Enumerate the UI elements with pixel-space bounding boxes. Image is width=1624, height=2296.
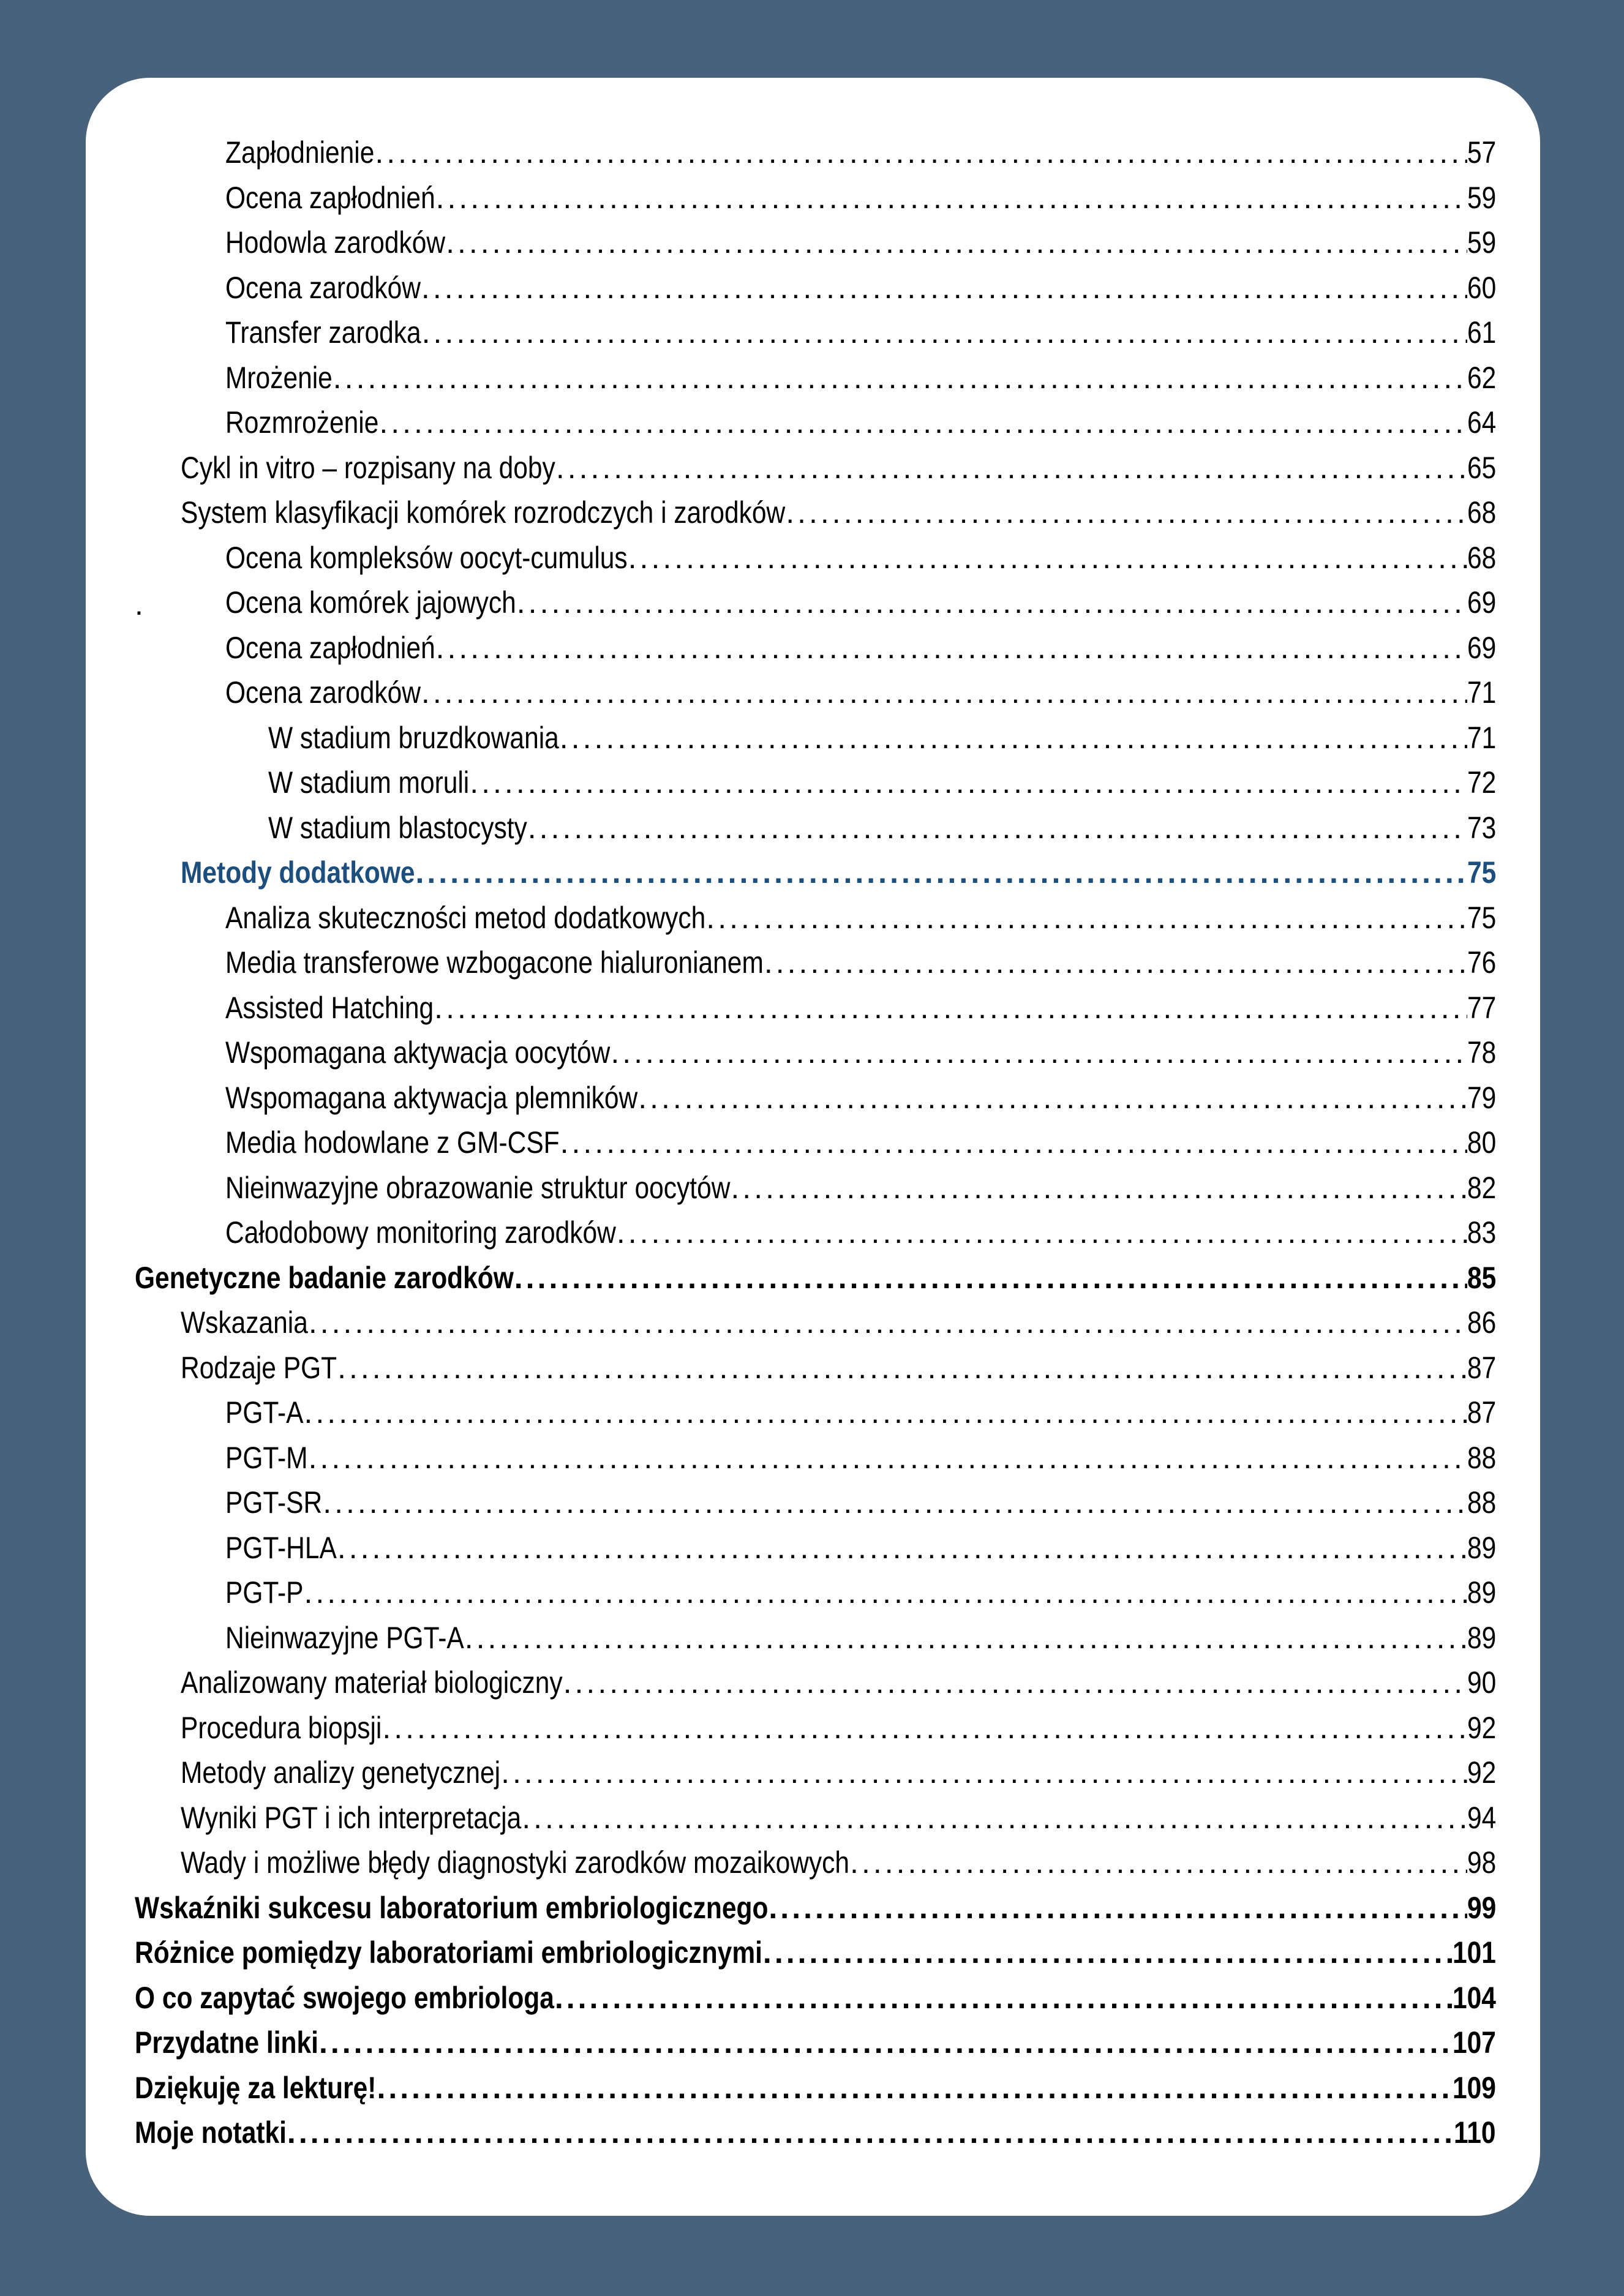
toc-entry-page: 71 [1467,675,1496,710]
toc-entry-label: Cykl in vitro – rozpisany na doby [181,450,555,485]
toc-page-card [86,78,1540,2216]
toc-entry [135,1210,1496,1256]
toc-entry-page: 77 [1467,990,1496,1025]
toc-entry-page: 87 [1467,1350,1496,1385]
toc-entry [135,1480,1496,1526]
stray-dot-artifact: . [135,587,143,621]
toc-entry-label: Nieinwazyjne PGT-A [225,1620,464,1655]
toc-entry-page: 86 [1467,1305,1496,1340]
toc-entry-label: Całodobowy monitoring zarodków [225,1215,616,1250]
toc-entry-page: 104 [1453,1980,1496,2015]
toc-entry-page: 78 [1467,1035,1496,1070]
toc-entry-page: 101 [1453,1935,1496,1970]
toc-entry-page: 68 [1467,495,1496,530]
toc-entry [135,760,1496,806]
dot-leader [849,1840,1467,1886]
toc-entry [135,670,1496,716]
toc-entry-label: Rozmrożenie [225,405,379,440]
toc-entry-page: 90 [1467,1665,1496,1700]
toc-entry-label: Hodowla zarodków [225,225,446,260]
dot-leader [559,716,1467,761]
toc-entry-label: Metody analizy genetycznej [181,1755,501,1790]
toc-entry-page: 62 [1467,360,1496,395]
dot-leader [374,130,1467,176]
toc-entry-page: 107 [1453,2025,1496,2060]
toc-entry-label: O co zapytać swojego embriologa [135,1980,554,2015]
toc-entry-page: 64 [1467,405,1496,440]
toc-entry-label: Nieinwazyjne obrazowanie struktur oocytów [225,1170,731,1205]
toc-entry-label: Ocena kompleksów oocyt-cumulus [225,540,628,575]
toc-entry [135,850,1496,896]
toc-entry [135,1660,1496,1706]
dot-leader [628,536,1467,581]
toc-entry-label: PGT-P [225,1575,304,1610]
toc-entry-label: Media hodowlane z GM-CSF [225,1125,560,1160]
toc-entry-label: Wskazania [181,1305,308,1340]
toc-entry [135,1976,1496,2021]
toc-entry [135,896,1496,941]
dot-leader [337,1346,1467,1391]
toc-entry [135,940,1496,986]
toc-entry-label: Wyniki PGT i ich interpretacja [181,1800,522,1835]
dot-leader [705,896,1467,941]
toc-entry-page: 60 [1467,270,1496,305]
toc-entry-page: 99 [1467,1890,1496,1925]
toc-entry [135,1526,1496,1571]
dot-leader [610,1030,1467,1076]
toc-entry-label: W stadium moruli [268,765,470,800]
dot-leader [768,1886,1467,1931]
dot-leader [333,356,1467,401]
dot-leader [521,1796,1467,1841]
toc-entry-label: Procedura biopsji [181,1710,382,1745]
toc-entry [135,1840,1496,1886]
toc-entry [135,356,1496,401]
dot-leader [415,850,1467,896]
toc-entry-label: Przydatne linki [135,2025,318,2060]
dot-leader [421,670,1467,716]
dot-leader [616,1210,1467,1256]
dot-leader [304,1390,1467,1436]
toc-entry [135,1930,1496,1976]
dot-leader [514,1256,1467,1301]
toc-entry-page: 73 [1467,810,1496,845]
toc-entry-label: Ocena zarodków [225,675,421,710]
toc-entry-page: 89 [1467,1620,1496,1655]
toc-entry-label: Różnice pomiędzy laboratoriami embriologicznymi [135,1935,762,1970]
toc-entry-label: PGT-HLA [225,1530,337,1565]
toc-entry [135,986,1496,1031]
dot-leader [464,1616,1467,1661]
toc-entry [135,1166,1496,1211]
dot-leader [555,446,1467,491]
toc-entry-page: 59 [1467,180,1496,215]
toc-entry [135,2066,1496,2111]
toc-entry-label: PGT-M [225,1440,308,1475]
toc-entry-page: 88 [1467,1440,1496,1475]
toc-entry-label: W stadium bruzdkowania [268,720,559,755]
toc-entry-page: 79 [1467,1080,1496,1115]
dot-leader [308,1300,1467,1346]
toc-entry-page: 87 [1467,1395,1496,1430]
dot-leader [560,1120,1467,1166]
dot-leader [304,1570,1467,1616]
toc-entry-label: Wskaźniki sukcesu laboratorium embriologicznego [135,1890,769,1925]
toc-entry-page: 109 [1453,2070,1496,2105]
toc-entry-page: 75 [1467,900,1496,935]
toc-entry [135,1120,1496,1166]
toc-entry-page: 92 [1467,1710,1496,1745]
toc-entry-label: W stadium blastocysty [268,810,527,845]
dot-leader [785,490,1467,536]
dot-leader [287,2110,1454,2156]
toc-entry [135,1796,1496,1841]
toc-entry [135,310,1496,356]
dot-leader [762,1930,1453,1976]
dot-leader [435,626,1467,671]
toc-entry-page: 59 [1467,225,1496,260]
toc-entry [135,2110,1496,2156]
toc-entry [135,1436,1496,1481]
toc-entry [135,1886,1496,1931]
toc-entry-label: Ocena komórek jajowych [225,585,516,620]
toc-entry-label: Ocena zarodków [225,270,421,305]
toc-entry-page: 76 [1467,945,1496,980]
toc-entry [135,1346,1496,1391]
toc-entry [135,266,1496,311]
toc-entry-page: 110 [1454,2115,1497,2150]
toc-entry-page: 68 [1467,540,1496,575]
dot-leader [469,760,1467,806]
toc-entry-label: System klasyfikacji komórek rozrodczych i zarodków [181,495,786,530]
toc-entry-page: 61 [1467,315,1496,350]
dot-leader [434,986,1467,1031]
dot-leader [378,400,1467,446]
toc-entry-label: Assisted Hatching [225,990,434,1025]
toc-entry [135,1256,1496,1301]
toc-entry-label: Analiza skuteczności metod dodatkowych [225,900,706,935]
toc-entry [135,536,1496,581]
toc-entry-page: 94 [1467,1800,1496,1835]
dot-leader [527,806,1467,851]
toc-entry-label: Moje notatki [135,2115,287,2150]
toc-entry [135,1390,1496,1436]
toc-entry-label: Wspomagana aktywacja oocytów [225,1035,611,1070]
toc-entry-page: 82 [1467,1170,1496,1205]
dot-leader [554,1976,1453,2021]
toc-entry [135,1570,1496,1616]
dot-leader [308,1436,1467,1481]
dot-leader [500,1750,1467,1796]
dot-leader [322,1480,1467,1526]
dot-leader [764,940,1467,986]
toc-entry-label: Transfer zarodka [225,315,421,350]
toc-entry [135,446,1496,491]
dot-leader [637,1076,1467,1121]
toc-entry-label: Rodzaje PGT [181,1350,337,1385]
dot-leader [337,1526,1467,1571]
dot-leader [318,2020,1453,2066]
toc-entry-page: 89 [1467,1530,1496,1565]
dot-leader [435,176,1467,221]
toc-entry [135,580,1496,626]
toc-entry-label: Analizowany materiał biologiczny [181,1665,563,1700]
dot-leader [421,310,1467,356]
toc-entry [135,130,1496,176]
dot-leader [516,580,1467,626]
toc-entry-page: 72 [1467,765,1496,800]
toc-entry [135,176,1496,221]
toc-entry [135,1750,1496,1796]
toc-entry [135,1300,1496,1346]
toc-entry-page: 89 [1467,1575,1496,1610]
toc-entry [135,220,1496,266]
toc-entry-page: 71 [1467,720,1496,755]
dot-leader [730,1166,1467,1211]
toc-entry-label: Genetyczne badanie zarodków [135,1260,514,1295]
toc-entry-label: Media transferowe wzbogacone hialuronianem [225,945,764,980]
toc-entry-label: Dziękuję za lekturę! [135,2070,377,2105]
toc-entry-label: Wady i możliwe błędy diagnostyki zarodków mozaikowych [181,1845,850,1880]
toc-entry-label: Ocena zapłodnień [225,180,435,215]
toc-entry [135,1076,1496,1121]
toc-entry-page: 83 [1467,1215,1496,1250]
toc-entry [135,806,1496,851]
toc-entry [135,1706,1496,1751]
toc-entry-label: PGT-A [225,1395,304,1430]
toc-entry [135,1616,1496,1661]
toc-entry-label: Wspomagana aktywacja plemników [225,1080,638,1115]
toc-entry-label: PGT-SR [225,1485,323,1520]
toc-entry-page: 80 [1467,1125,1496,1160]
toc-entry [135,490,1496,536]
toc-entry-page: 88 [1467,1485,1496,1520]
toc-entry-label: Ocena zapłodnień [225,630,435,665]
toc-entry [135,2020,1496,2066]
toc-entry-page: 69 [1467,630,1496,665]
toc-entry-label: Zapłodnienie [225,135,375,170]
toc-entry-page: 85 [1467,1260,1496,1295]
toc-entry [135,716,1496,761]
toc-list [135,130,1496,2156]
toc-entry-page: 98 [1467,1845,1496,1880]
toc-entry-page: 69 [1467,585,1496,620]
toc-entry [135,400,1496,446]
toc-entry-page: 92 [1467,1755,1496,1790]
toc-entry [135,626,1496,671]
toc-entry-label: Mrożenie [225,360,333,395]
toc-entry [135,1030,1496,1076]
dot-leader [563,1660,1467,1706]
toc-entry-label: Metody dodatkowe [181,855,415,890]
dot-leader [376,2066,1453,2111]
toc-entry-page: 65 [1467,450,1496,485]
dot-leader [445,220,1467,266]
dot-leader [421,266,1467,311]
toc-entry-page: 57 [1467,135,1496,170]
toc-entry-page: 75 [1467,855,1496,890]
dot-leader [382,1706,1467,1751]
